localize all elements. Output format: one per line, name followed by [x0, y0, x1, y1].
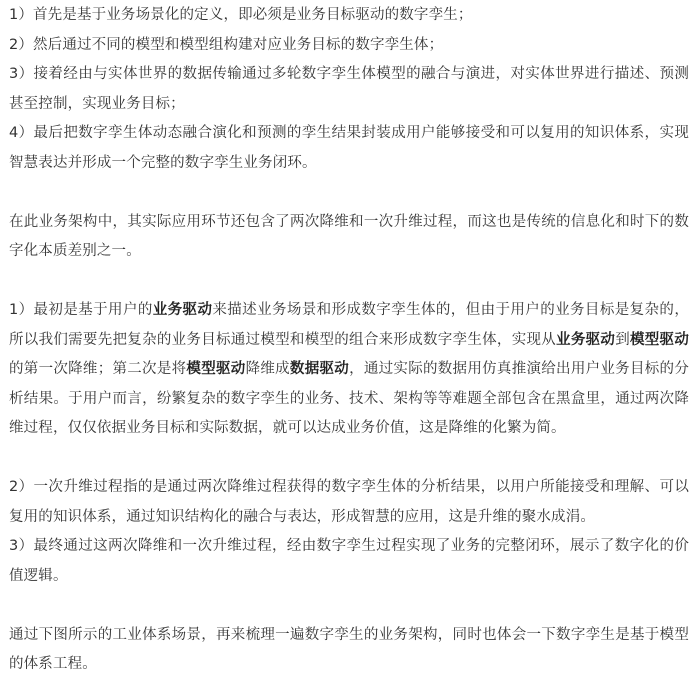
text-run: ，通过实际的数据用仿真推演给出用户业务目标的分析结果。于用户而言，纷繁复杂的数字孪生的业务、技术、架构等等难题全部包含在黑盒里，通过两次降维过程，仅仅依据业务目标和实际数据，就可以达成业务价值，这是降维的化繁为简。 [9, 361, 689, 436]
list-item: 3）接着经由与实体世界的数据传输通过多轮数字孪生体模型的融合与演进，对实体世界进行描述、预测甚至控制，实现业务目标； [9, 66, 689, 112]
text-run: 1）最初是基于用户的 [9, 302, 153, 318]
closed-loop-paragraph: 3）最终通过这两次降维和一次升维过程，经由数字孪生过程实现了业务的完整闭环，展示了数字化的价值逻辑。 [9, 538, 689, 584]
dimension-reduction-paragraph [9, 296, 689, 444]
dimension-raise-paragraph: 2）一次升维过程指的是通过两次降维过程获得的数字孪生体的分析结果，以用户所能接受和理解、可以复用的知识体系，通过知识结构化的融合与表达，形成智慧的应用，这是升维的聚水成涓。 [9, 479, 689, 525]
bold-term: 数据驱动 [289, 361, 350, 377]
paragraph-spacer [9, 444, 689, 474]
text-run: 来描述业务场景和形成数字孪生体的，但由于用户的业务目标是复杂的，所以我们需要先把复杂的业务目标通过模型和模型的组合来形成数字孪生体，实现从 [9, 302, 689, 348]
paragraph-spacer [9, 267, 689, 297]
architecture-paragraph: 在此业务架构中，其实际应用环节还包含了两次降维和一次升维过程，而这也是传统的信息化和时下的数字化本质差别之一。 [9, 213, 689, 259]
text-run: 到 [615, 331, 630, 348]
list-item: 1）首先是基于业务场景化的定义，即必须是业务目标驱动的数字孪生； [9, 7, 473, 23]
bold-term: 业务驱动 [152, 302, 213, 318]
paragraph-spacer [9, 178, 689, 208]
list-item: 4）最后把数字孪生体动态融合演化和预测的孪生结果封装成用户能够接受和可以复用的知识体系，实现智慧表达并形成一个完整的数字孪生业务闭环。 [9, 125, 689, 171]
bold-term: 模型驱动 [186, 361, 246, 377]
bold-term: 业务驱动 [556, 331, 616, 348]
closing-paragraph: 通过下图所示的工业体系场景，再来梳理一遍数字孪生的业务架构，同时也体会一下数字孪生是基于模型的体系工程。 [9, 626, 689, 672]
list-item: 2）然后通过不同的模型和模型组构建对应业务目标的数字孪生体； [9, 36, 444, 53]
text-run: 的第一次降维；第二次是将 [9, 361, 187, 377]
text-run: 降维成 [245, 361, 290, 377]
bold-term: 模型驱动 [629, 331, 689, 348]
paragraph-spacer [9, 591, 689, 621]
